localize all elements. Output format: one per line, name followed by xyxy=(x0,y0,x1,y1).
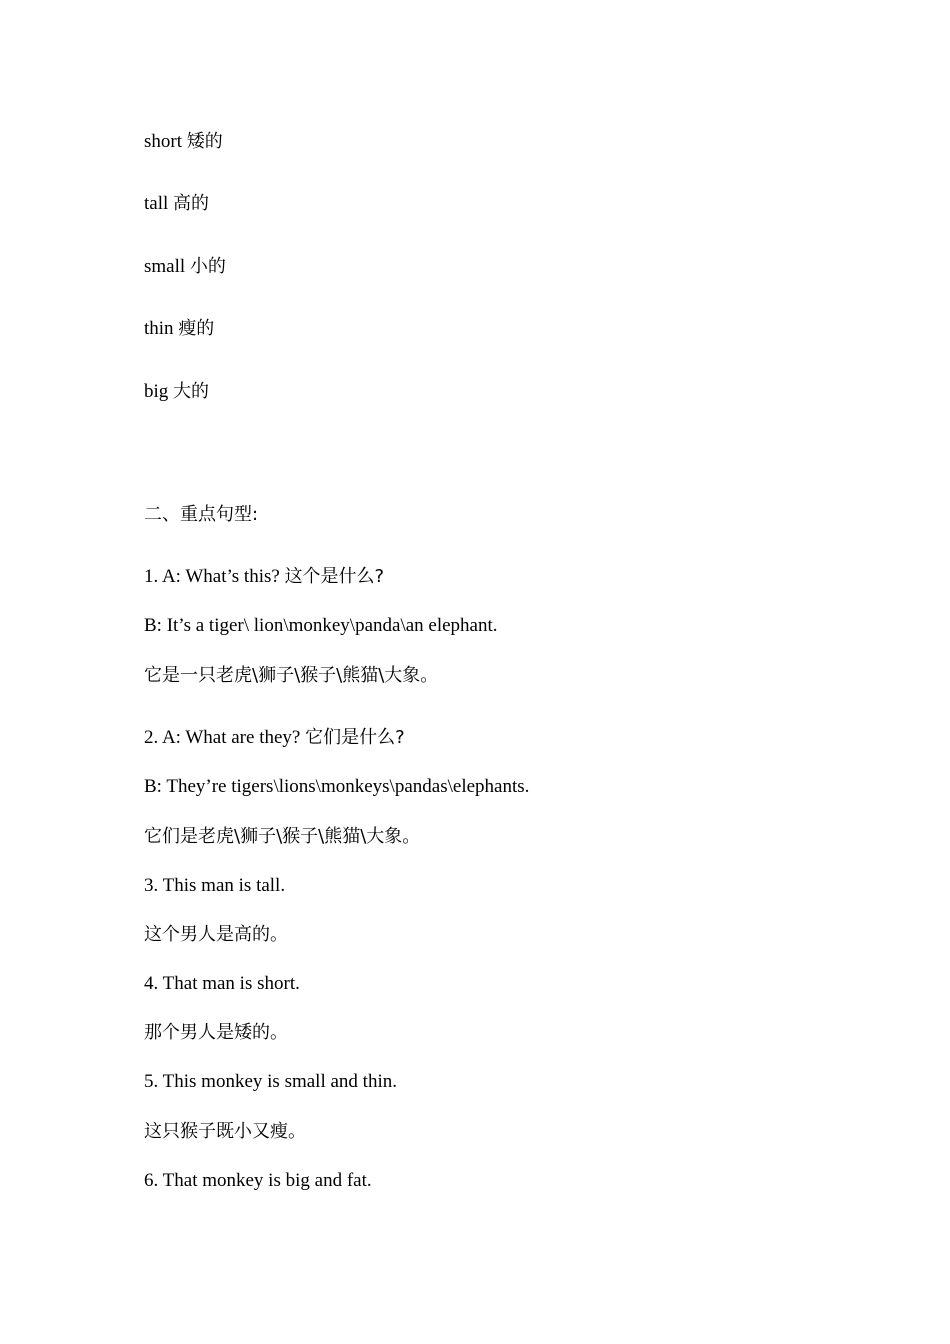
sentence-zh: 这个是什么? xyxy=(284,566,385,587)
sentence-line xyxy=(144,614,498,638)
sentence-en: 4. That man is short. xyxy=(144,973,300,994)
vocab-item-small xyxy=(144,255,226,279)
sentence-zh: 这个男人是高的。 xyxy=(144,924,288,945)
vocab-meaning: 瘦的 xyxy=(178,318,215,339)
sentence-line xyxy=(144,923,288,947)
section-heading: 二、重点句型: xyxy=(144,504,259,525)
vocab-item-tall xyxy=(144,192,209,216)
sentence-line xyxy=(144,1070,397,1094)
sentence-line xyxy=(144,825,420,849)
sentence-zh: 那个男人是矮的。 xyxy=(144,1022,288,1043)
vocab-item-short xyxy=(144,130,223,154)
vocab-meaning: 矮的 xyxy=(186,131,223,152)
vocab-item-big xyxy=(144,380,209,404)
sentence-line xyxy=(144,874,285,898)
sentence-line xyxy=(144,664,438,688)
sentence-line xyxy=(144,972,300,996)
sentence-line xyxy=(144,1169,372,1193)
sentence-en: 3. This man is tall. xyxy=(144,875,286,896)
sentence-en: 1. A: What’s this? xyxy=(144,566,285,587)
sentence-en: 5. This monkey is small and thin. xyxy=(144,1071,397,1092)
vocab-word: tall xyxy=(144,193,169,214)
sentence-zh: 这只猴子既小又瘦。 xyxy=(144,1121,306,1142)
sentence-zh: 它们是什么? xyxy=(305,727,405,748)
sentence-line xyxy=(144,775,529,799)
sentence-zh: 它们是老虎\狮子\猴子\熊猫\大象。 xyxy=(144,826,421,847)
sentence-line xyxy=(144,1120,306,1144)
vocab-meaning: 大的 xyxy=(173,381,210,402)
vocab-word: thin xyxy=(144,318,174,339)
sentence-en: 2. A: What are they? xyxy=(144,727,306,748)
vocab-word: small xyxy=(144,256,186,277)
vocab-meaning: 小的 xyxy=(189,256,226,277)
vocab-word: short xyxy=(144,131,182,152)
vocab-word: big xyxy=(144,381,169,402)
sentence-zh: 它是一只老虎\狮子\猴子\熊猫\大象。 xyxy=(144,665,439,686)
vocab-meaning: 高的 xyxy=(173,193,210,214)
sentence-en: B: It’s a tiger\ lion\monkey\panda\an elephant. xyxy=(144,615,498,636)
sentence-line xyxy=(144,565,384,589)
sentence-line xyxy=(144,1021,288,1045)
sentence-en: 6. That monkey is big and fat. xyxy=(144,1170,372,1191)
sentence-line xyxy=(144,726,405,750)
vocab-item-thin xyxy=(144,317,214,341)
sentence-en: B: They’re tigers\lions\monkeys\pandas\elephants. xyxy=(144,776,530,797)
